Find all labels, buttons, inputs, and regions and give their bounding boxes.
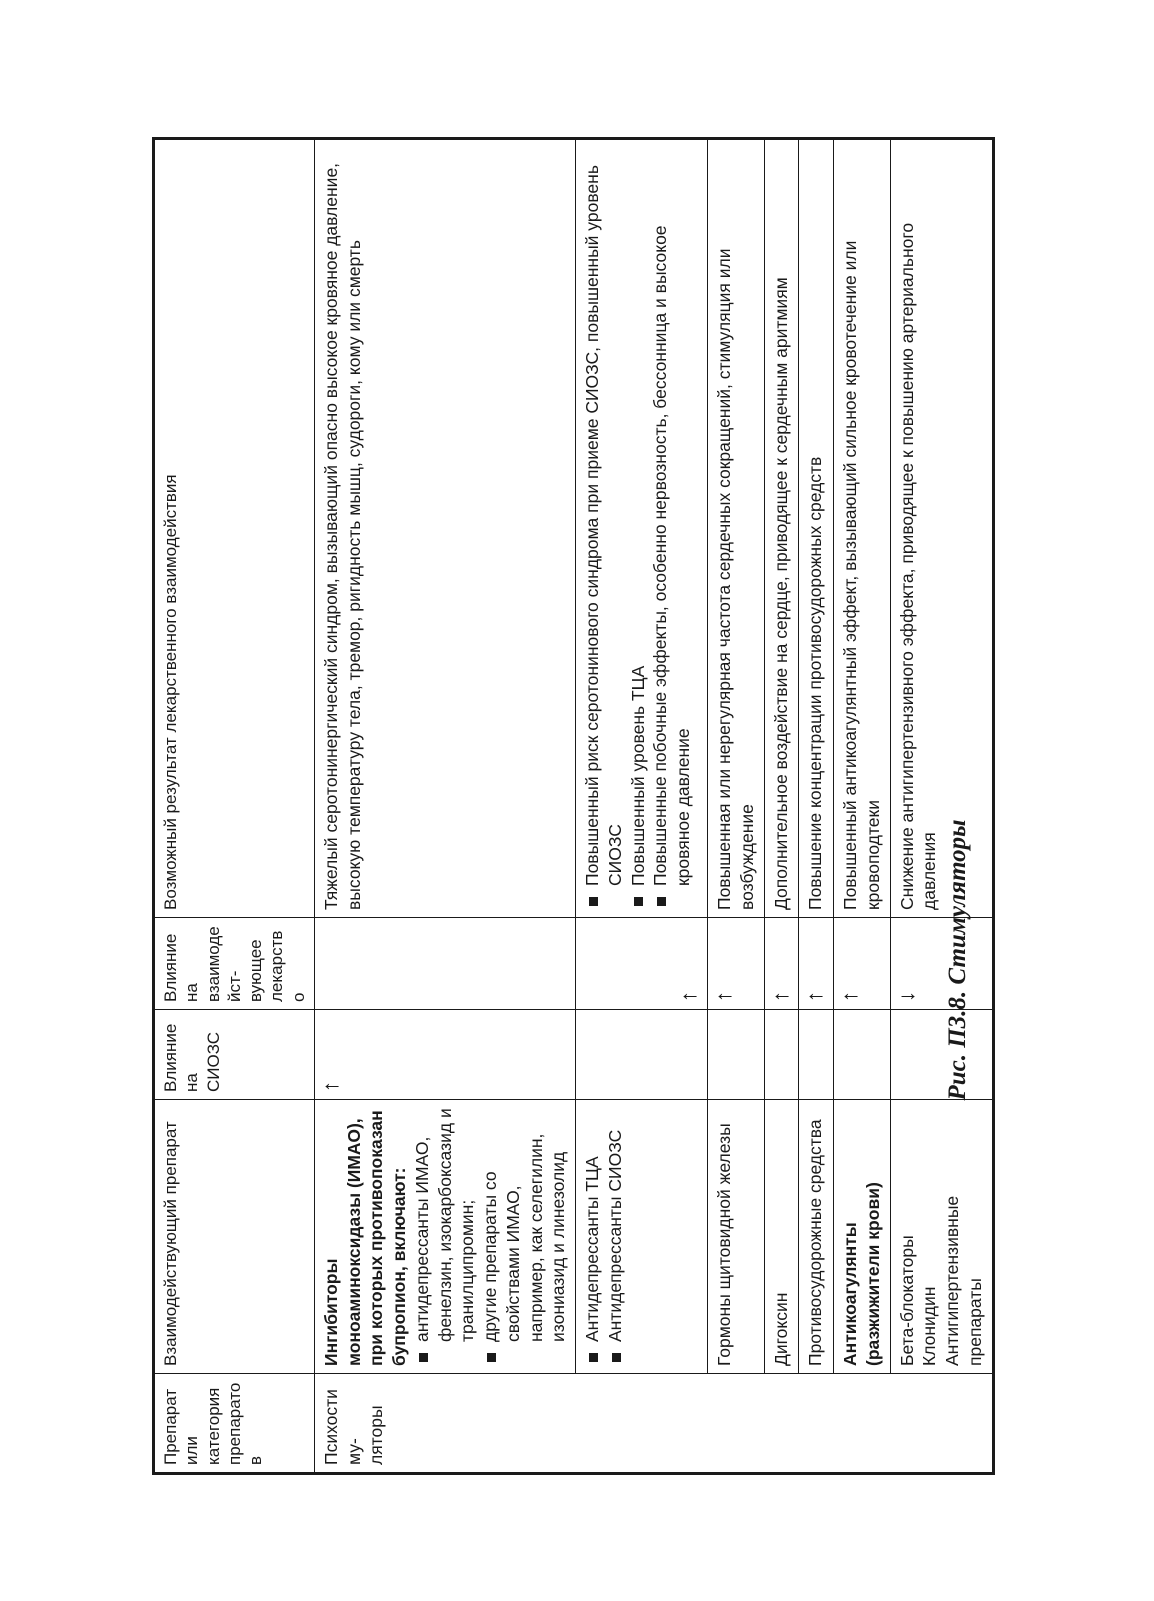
interacting-drug-cell: Гормоны щитовидной железы bbox=[708, 1100, 765, 1374]
interacting-drug-cell bbox=[314, 1100, 575, 1374]
result-cell: Повышенная или нерегулярная частота сердечных сокращений, стимуляция или возбуждение bbox=[708, 139, 765, 918]
table-row bbox=[799, 139, 834, 1474]
result-cell: Повышение концентрации противосудорожных средств bbox=[799, 139, 834, 918]
effect-ssri-cell bbox=[799, 1010, 834, 1100]
drug-line: Антигипертензивные препараты bbox=[942, 1195, 985, 1366]
arrow-up-icon: ↑ bbox=[802, 991, 828, 1002]
header-category: Препарат или категория препаратов bbox=[154, 1374, 315, 1474]
effect-interacting-cell bbox=[708, 918, 765, 1010]
table-row bbox=[764, 139, 799, 1474]
header-effect-interacting: Влияние на взаимодейст-вующее лекарство bbox=[154, 918, 315, 1010]
interacting-drug-cell: Противосудорожные средства bbox=[799, 1100, 834, 1374]
table-row bbox=[576, 139, 708, 1474]
effect-ssri-cell bbox=[764, 1010, 799, 1100]
effect-interacting-cell bbox=[799, 918, 834, 1010]
arrow-up-icon: ↑ bbox=[767, 991, 793, 1002]
list-item: Повышенный уровень ТЦА bbox=[627, 147, 650, 910]
effect-ssri-cell bbox=[834, 1010, 891, 1100]
result-cell: Повышенный антикоагулянтный эффект, вызывающий сильное кровотечение или кровоподтеки bbox=[834, 139, 891, 918]
result-cell bbox=[576, 139, 708, 918]
effect-interacting-cell bbox=[764, 918, 799, 1010]
arrow-down-icon: ↓ bbox=[893, 991, 919, 1002]
table-row bbox=[890, 139, 993, 1474]
effect-ssri-cell bbox=[708, 1010, 765, 1100]
drug-interaction-table bbox=[152, 137, 995, 1475]
table-row bbox=[834, 139, 891, 1474]
header-result: Возможный результат лекарственного взаимодействия bbox=[154, 139, 315, 918]
list-item: антидепрессанты ИМАО, фенелзин, изокарбоксазид и транилципромин; bbox=[411, 1107, 479, 1366]
effect-ssri-cell bbox=[314, 1010, 575, 1100]
table-header-row bbox=[154, 139, 315, 1474]
header-interacting-drug: Взаимодействующий препарат bbox=[154, 1100, 315, 1374]
list-item: другие препараты со свойствами ИМАО, например, как селегилин, изониазид и линезолид bbox=[479, 1107, 570, 1366]
list-item: Антидепрессанты СИОЗС bbox=[604, 1107, 627, 1366]
list-item: Повышенные побочные эффекты, особенно нервозность, бессонница и высокое кровяное давление bbox=[649, 147, 695, 910]
result-cell: Снижение антигипертензивного эффекта, приводящее к повышению артериального давления bbox=[890, 139, 993, 918]
effect-interacting-cell bbox=[576, 918, 708, 1010]
interacting-drug-cell bbox=[576, 1100, 708, 1374]
arrow-up-icon: ↑ bbox=[317, 1081, 343, 1092]
maoi-list bbox=[411, 1107, 570, 1366]
table-row bbox=[708, 139, 765, 1474]
effect-ssri-cell bbox=[890, 1010, 993, 1100]
effect-interacting-cell bbox=[834, 918, 891, 1010]
figure-caption: Рис. П3.8. Стимуляторы bbox=[944, 819, 971, 1101]
effect-ssri-cell bbox=[576, 1010, 708, 1100]
interacting-drug-cell: Дигоксин bbox=[764, 1100, 799, 1374]
effect-interacting-cell bbox=[314, 918, 575, 1010]
effect-interacting-cell bbox=[890, 918, 993, 1010]
drug-line: Клонидин bbox=[919, 1286, 940, 1366]
interacting-drug-cell bbox=[890, 1100, 993, 1374]
arrow-up-icon: ↑ bbox=[837, 991, 862, 1002]
arrow-up-icon: ↑ bbox=[676, 991, 702, 1002]
category-cell: Психостиму-ляторы bbox=[314, 1374, 993, 1474]
arrow-up-icon: ↑ bbox=[711, 991, 736, 1002]
table-row bbox=[314, 139, 575, 1474]
interacting-drug-cell: Антикоагулянты (разжижители крови) bbox=[834, 1100, 891, 1374]
result-list bbox=[581, 147, 695, 910]
maoi-intro: Ингибиторы моноаминоксидазы (ИМАО), при которых противопоказан бупропион, включают: bbox=[320, 1110, 409, 1366]
antidepressant-list bbox=[581, 1107, 627, 1366]
drug-line: Бета-блокаторы bbox=[896, 1235, 917, 1366]
result-cell: Тяжелый серотонинергический синдром, вызывающий опасно высокое кровяное давление, высокую температуру тела, тремор, ригидность мышц, судороги, кому или смерть bbox=[314, 139, 575, 918]
result-cell: Дополнительное воздействие на сердце, приводящее к сердечным аритмиям bbox=[764, 139, 799, 918]
list-item: Антидепрессанты ТЦА bbox=[581, 1107, 604, 1366]
list-item: Повышенный риск серотонинового синдрома при приеме СИОЗС, повышенный уровень СИОЗС bbox=[581, 147, 627, 910]
header-effect-ssri: Влияние на СИОЗС bbox=[154, 1010, 315, 1100]
